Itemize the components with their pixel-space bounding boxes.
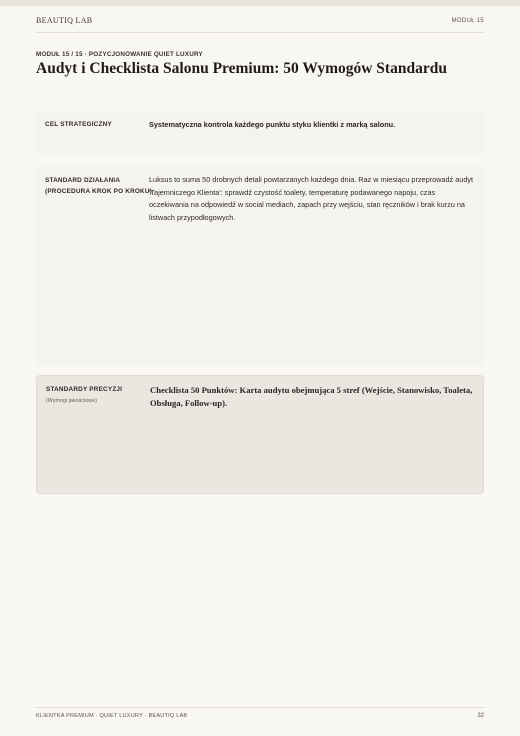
row-strategic-goal [36, 112, 484, 154]
module-tag: MODUŁ 15 [451, 18, 484, 24]
header-divider [36, 32, 484, 33]
footer-text: KLIENTKA PREMIUM · QUIET LUXURY · BEAUTIQ LAB [36, 713, 188, 719]
row-label: CEL STRATEGICZNY [45, 121, 112, 128]
row-label: STANDARDY PRECYZJI [46, 386, 123, 393]
page-number: 32 [477, 713, 484, 719]
page-title: Audyt i Checklista Salonu Premium: 50 Wymogów Standardu [36, 60, 447, 77]
row-label [45, 176, 152, 197]
footer-divider [36, 707, 484, 708]
top-accent-bar [0, 0, 520, 6]
row-value: Systematyczna kontrola każdego punktu styku klientki z marką salonu. [149, 120, 396, 129]
brand-name: BEAUTIQ LAB [36, 16, 93, 25]
row-label-line: STANDARD DZIAŁANIA [45, 177, 121, 184]
row-precision-standards [36, 375, 484, 494]
row-value: Luksus to suma 50 drobnych detali powtarzanych każdego dnia. Raz w miesiącu przeprowadź audyt 'Tajemniczego Klienta': sprawdź czystość toalety, temperaturę podawanego napoju, czas oczekiwania na odpowiedź w social mediach, zapach przy wejściu, stan ręczników i brak kurzu na listwach przypodłogowych. [149, 175, 474, 222]
row-label-line: (PROCEDURA KROK PO KROKU) [45, 187, 153, 195]
row-sublabel: (Wymogi jakościowe) [46, 398, 97, 404]
section-kicker: MODUŁ 15 / 15 · POZYCJONOWANIE QUIET LUXURY [36, 51, 203, 58]
row-action-standard [36, 166, 484, 364]
row-value: Checklista 50 Punktów: Karta audytu obejmująca 5 stref (Wejście, Stanowisko, Toaleta, Obsługa, Follow-up). [150, 385, 473, 408]
